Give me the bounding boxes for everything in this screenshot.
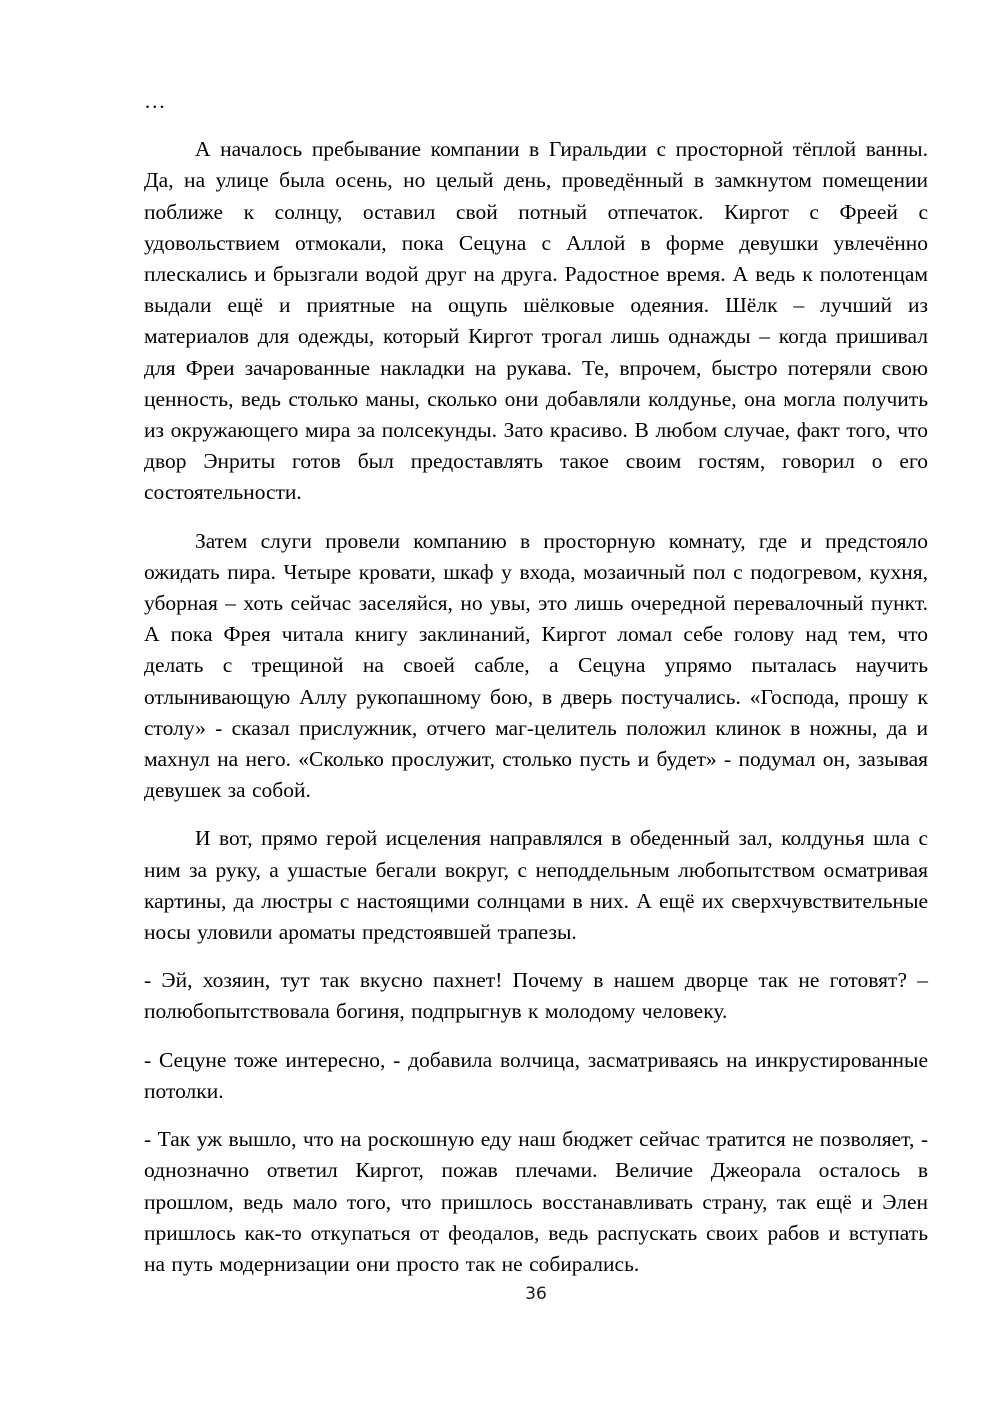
paragraph: - Так уж вышло, что на роскошную еду наш бюджет сейчас тратится не позволяет, - однозначно ответил Киргот, пожав плечами. Величие Джеорала осталось в прошлом, ведь мало того, что пришлось восстанавливать страну, так ещё и Элен пришлось как-то откупаться от феодалов, ведь распускать своих рабов и вступать на путь модернизации они просто так не собирались. xyxy=(144,1127,928,1276)
paragraph: И вот, прямо герой исцеления направлялся в обеденный зал, колдунья шла с ним за руку, а ушастые бегали вокруг, с неподдельным любопытством осматривая картины, да люстры с настоящими солнцами в них. А ещё их сверхчувствительные носы уловили ароматы предстоявшей трапезы. xyxy=(144,826,928,945)
paragraph: Затем слуги провели компанию в просторную комнату, где и предстояло ожидать пира. Четыре кровати, шкаф у входа, мозаичный пол с подогревом, кухня, уборная – хоть сейчас заселяйся, но увы, это лишь очередной перевалочный пункт. А пока Фрея читала книгу заклинаний, Киргот ломал себе голову над тем, что делать с трещиной на своей сабле, а Сецуна упрямо пыталась научить отлынивающую Аллу рукопашному бою, в дверь постучались. «Господа, прошу к столу» - сказал прислужник, отчего маг-целитель положил клинок в ножны, да и махнул на него. «Сколько прослужит, столько пусть и будет» - подумал он, зазывая девушек за собой. xyxy=(144,528,928,803)
page-number: 36 xyxy=(525,1284,547,1304)
page-body xyxy=(144,86,928,1297)
paragraph: - Сецуне тоже интересно, - добавила волчица, засматриваясь на инкрустированные потолки. xyxy=(144,1047,928,1103)
paragraph: А началось пребывание компании в Гиральдии с просторной тёплой ванны. Да, на улице была осень, но целый день, проведённый в замкнутом помещении поближе к солнцу, оставил свой потный отпечаток. Киргот с Фреей с удовольствием отмокали, пока Сецуна с Аллой в форме девушки увлечённо плескались и брызгали водой друг на друга. Радостное время. А ведь к полотенцам выдали ещё и приятные на ощупь шёлковые одеяния. Шёлк – лучший из материалов для одежды, который Киргот трогал лишь однажды – когда пришивал для Фреи зачарованные накладки на рукава. Те, впрочем, быстро потеряли свою ценность, ведь столько маны, сколько они добавляли колдунье, она могла получить из окружающего мира за полсекунды. Зато красиво. В любом случае, факт того, что двор Энриты готов был предоставлять такое своим гостям, говорил о его состоятельности. xyxy=(144,137,928,505)
paragraph: … xyxy=(144,89,166,113)
paragraph: - Эй, хозяин, тут так вкусно пахнет! Почему в нашем дворце так не готовят? – полюбопытствовала богиня, подпрыгнув к молодому человеку. xyxy=(144,968,928,1024)
